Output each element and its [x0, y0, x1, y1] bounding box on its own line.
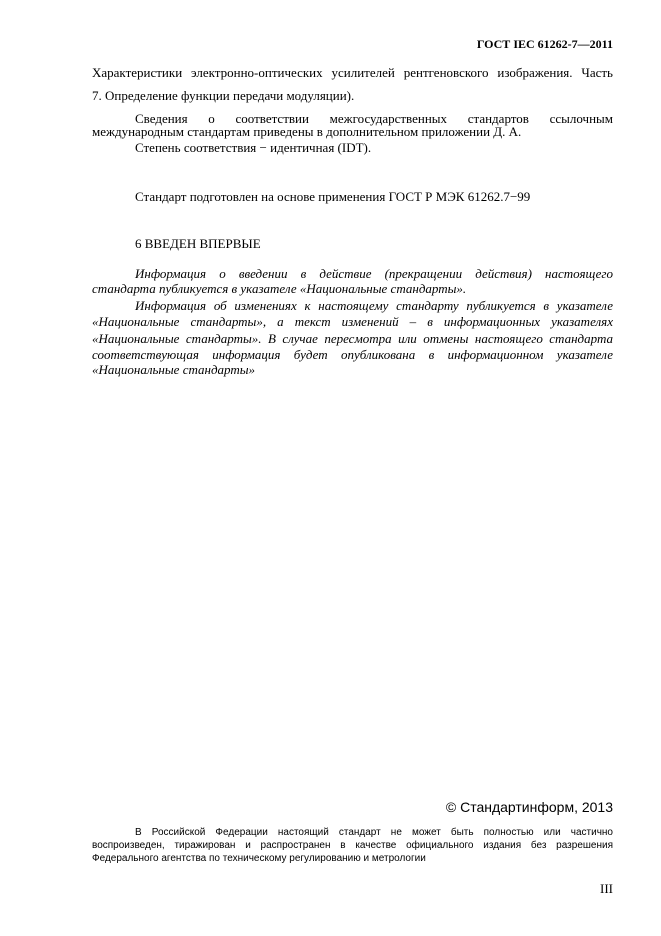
body-line: «Национальные стандарты». В случае пересмотра или отмены настоящего стандарта — [92, 331, 613, 346]
copyright: © Стандартинформ, 2013 — [445, 799, 613, 815]
footer-notice-line: воспроизведен, тиражирован и распространен в качестве официального издания без разрешения — [92, 840, 613, 851]
footer-notice-line: В Российской Федерации настоящий стандарт не может быть полностью или частично — [135, 827, 613, 838]
body-line: 7. Определение функции передачи модуляции). — [92, 88, 355, 103]
body-line: Характеристики электронно-оптических усилителей рентгеновского изображения. Часть — [92, 65, 613, 80]
document-header-code: ГОСТ IEC 61262-7—2011 — [476, 37, 613, 51]
body-line: Степень соответствия − идентичная (IDT). — [135, 140, 372, 155]
footer-notice-line: Федерального агентства по техническому регулированию и метрологии — [92, 853, 426, 864]
body-line: соответствующая информация будет опубликована в информационном указателе — [92, 347, 613, 362]
body-line: Сведения о соответствии межгосударственных стандартов ссылочным — [135, 111, 613, 126]
body-line: «Национальные стандарты», а текст изменений – в информационных указателях — [92, 314, 613, 329]
body-line: Информация о введении в действие (прекращении действия) настоящего — [135, 266, 613, 281]
page-number: III — [600, 881, 613, 896]
body-line: Стандарт подготовлен на основе применения ГОСТ Р МЭК 61262.7−99 — [135, 189, 531, 204]
body-line: международным стандартам приведены в дополнительном приложении Д. А. — [92, 124, 522, 139]
body-line: стандарта публикуется в указателе «Национальные стандарты». — [92, 281, 467, 296]
section-heading: 6 ВВЕДЕН ВПЕРВЫЕ — [135, 236, 261, 251]
body-line: Информация об изменениях к настоящему стандарту публикуется в указателе — [135, 298, 613, 313]
body-line: «Национальные стандарты» — [92, 362, 256, 377]
